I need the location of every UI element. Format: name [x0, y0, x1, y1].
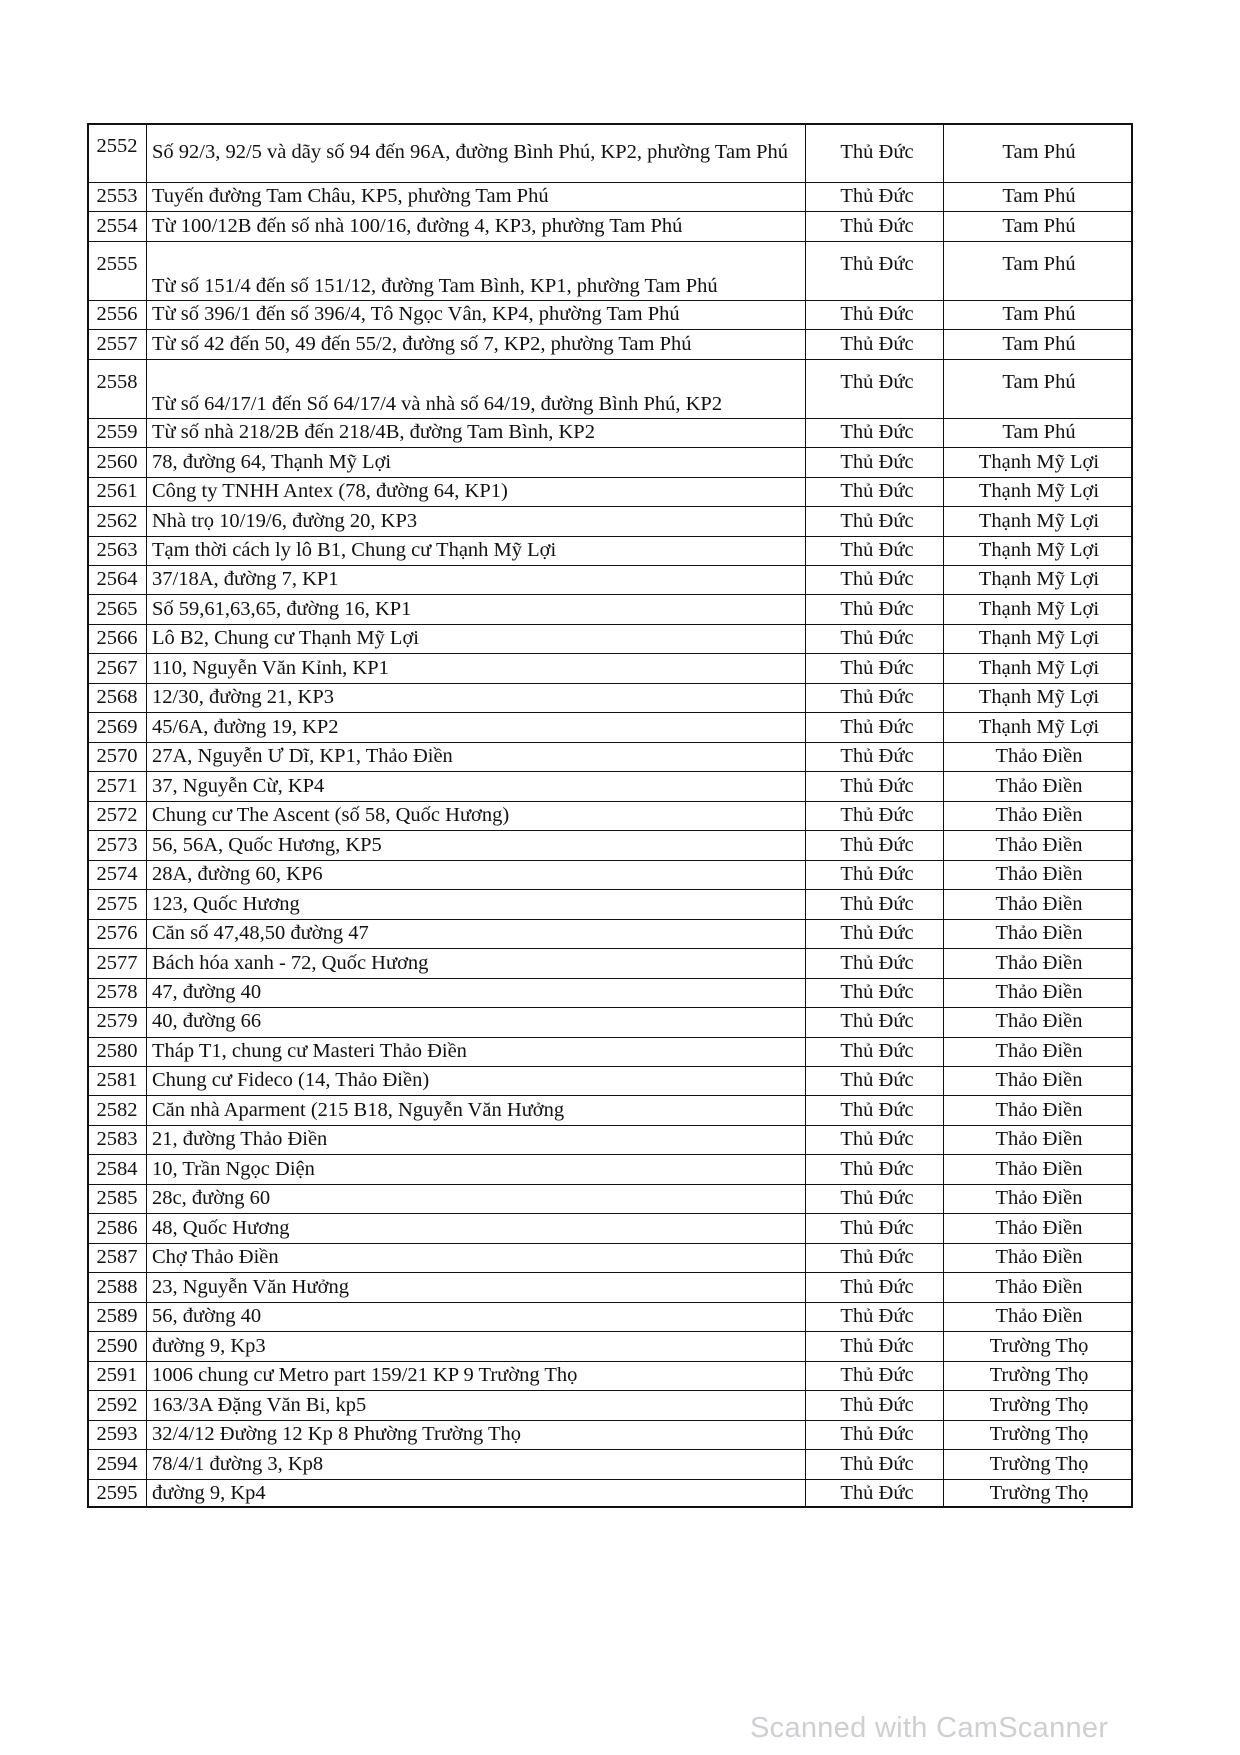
district-cell: Thủ Đức: [840, 303, 914, 326]
address-cell: Căn số 47,48,50 đường 47: [152, 922, 369, 945]
row-number: 2568: [96, 686, 138, 709]
row-number: 2574: [96, 863, 138, 886]
district-cell: Thủ Đức: [840, 539, 914, 561]
ward-cell: Thạnh Mỹ Lợi: [978, 715, 1100, 738]
row-number: 2589: [96, 1305, 138, 1328]
address-cell: Tháp T1, chung cư Masteri Thảo Điền: [152, 1039, 467, 1062]
district-cell: Thủ Đức: [840, 1364, 914, 1387]
row-number: 2554: [96, 214, 138, 237]
address-cell: Bách hóa xanh - 72, Quốc Hương: [152, 951, 429, 974]
address-cell: 10, Trần Ngọc Diện: [152, 1157, 315, 1180]
row-number: 2558: [96, 370, 138, 393]
address-cell: Từ số 151/4 đến số 151/12, đường Tam Bình, KP1, phường Tam Phú: [152, 275, 718, 298]
district-cell: Thủ Đức: [840, 1069, 914, 1092]
ward-cell: Trường Thọ: [989, 1393, 1089, 1416]
address-cell: 12/30, đường 21, KP3: [152, 686, 334, 709]
ward-cell: Thảo Điền: [995, 922, 1083, 945]
ward-cell: Thảo Điền: [995, 951, 1083, 974]
district-cell: Thủ Đức: [840, 774, 914, 797]
row-number: 2560: [96, 450, 138, 473]
row-number: 2582: [96, 1098, 138, 1121]
district-cell: Thủ Đức: [840, 1305, 914, 1328]
ward-cell: Trường Thọ: [989, 1334, 1089, 1357]
address-cell: Nhà trọ 10/19/6, đường 20, KP3: [152, 509, 418, 532]
ward-cell: Tam Phú: [1002, 252, 1076, 275]
row-number: 2584: [96, 1157, 138, 1180]
row-number: 2577: [96, 951, 138, 974]
district-cell: Thủ Đức: [840, 1246, 914, 1269]
district-cell: Thủ Đức: [840, 745, 914, 768]
district-cell: Thủ Đức: [840, 1187, 914, 1210]
district-cell: Thủ Đức: [840, 863, 914, 886]
district-cell: Thủ Đức: [840, 892, 914, 915]
district-cell: Thủ Đức: [840, 1098, 914, 1121]
address-cell: 32/4/12 Đường 12 Kp 8 Phường Trường Thọ: [152, 1423, 522, 1446]
row-number: 2565: [96, 597, 138, 620]
ward-cell: Thảo Điền: [995, 1305, 1083, 1328]
ward-cell: Trường Thọ: [989, 1364, 1089, 1387]
ward-cell: Thảo Điền: [995, 1069, 1083, 1092]
row-number: 2587: [96, 1246, 138, 1269]
address-cell: Số 92/3, 92/5 và dãy số 94 đến 96A, đường Bình Phú, KP2, phường Tam Phú: [152, 140, 789, 163]
row-number: 2594: [96, 1452, 138, 1475]
ward-cell: Tam Phú: [1002, 303, 1076, 326]
district-cell: Thủ Đức: [840, 1423, 914, 1446]
ward-cell: Thạnh Mỹ Lợi: [978, 597, 1100, 620]
address-cell: 110, Nguyễn Văn Kỉnh, KP1: [152, 656, 389, 679]
district-cell: Thủ Đức: [840, 509, 914, 532]
row-number: 2556: [96, 303, 138, 326]
address-cell: Căn nhà Aparment (215 B18, Nguyễn Văn Hưởng: [152, 1098, 565, 1121]
district-cell: Thủ Đức: [840, 1216, 914, 1239]
row-number: 2593: [96, 1423, 138, 1446]
row-number: 2580: [96, 1039, 138, 1062]
district-cell: Thủ Đức: [840, 252, 914, 275]
ward-cell: Thảo Điền: [995, 833, 1083, 856]
row-number: 2575: [96, 892, 138, 915]
row-number: 2561: [96, 480, 138, 503]
address-cell: Công ty TNHH Antex (78, đường 64, KP1): [152, 480, 508, 503]
ward-cell: Thảo Điền: [995, 1216, 1083, 1239]
district-cell: Thủ Đức: [840, 922, 914, 945]
row-number: 2579: [96, 1010, 138, 1033]
ward-cell: Tam Phú: [1002, 370, 1076, 393]
row-number: 2553: [96, 185, 138, 208]
address-cell: Từ 100/12B đến số nhà 100/16, đường 4, KP3, phường Tam Phú: [152, 214, 683, 237]
ward-cell: Tam Phú: [1002, 332, 1076, 355]
ward-cell: Thảo Điền: [995, 1098, 1083, 1121]
ward-cell: Trường Thọ: [989, 1481, 1089, 1504]
address-cell: 123, Quốc Hương: [152, 892, 300, 915]
row-number: 2569: [96, 715, 138, 738]
row-number: 2581: [96, 1069, 138, 1092]
district-cell: Thủ Đức: [840, 715, 914, 738]
address-cell: Tuyến đường Tam Châu, KP5, phường Tam Phú: [152, 185, 549, 208]
row-number: 2592: [96, 1393, 138, 1416]
district-cell: Thủ Đức: [840, 627, 914, 650]
district-cell: Thủ Đức: [840, 1481, 914, 1504]
ward-cell: Thạnh Mỹ Lợi: [978, 539, 1100, 561]
district-cell: Thủ Đức: [840, 1452, 914, 1475]
ward-cell: Thạnh Mỹ Lợi: [978, 627, 1100, 650]
district-cell: Thủ Đức: [840, 686, 914, 709]
ward-cell: Thảo Điền: [995, 1246, 1083, 1269]
column-rule: [805, 123, 806, 1508]
column-rule: [146, 123, 147, 1508]
row-number: 2578: [96, 981, 138, 1004]
ward-cell: Thảo Điền: [995, 1128, 1083, 1151]
ward-cell: Thạnh Mỹ Lợi: [978, 480, 1100, 503]
ward-cell: Tam Phú: [1002, 141, 1076, 164]
address-cell: 28A, đường 60, KP6: [152, 863, 323, 886]
district-cell: Thủ Đức: [840, 332, 914, 355]
address-cell: 48, Quốc Hương: [152, 1216, 290, 1239]
district-cell: Thủ Đức: [840, 1128, 914, 1151]
district-cell: Thủ Đức: [840, 370, 914, 393]
address-cell: 40, đường 66: [152, 1010, 262, 1033]
ward-cell: Thạnh Mỹ Lợi: [978, 568, 1100, 591]
district-cell: Thủ Đức: [840, 421, 914, 444]
row-number: 2586: [96, 1216, 138, 1239]
address-cell: 45/6A, đường 19, KP2: [152, 715, 339, 738]
ward-cell: Thạnh Mỹ Lợi: [978, 509, 1100, 532]
address-cell: 37, Nguyễn Cừ, KP4: [152, 774, 325, 797]
address-cell: 21, đường Thảo Điền: [152, 1128, 328, 1151]
row-number: 2590: [96, 1334, 138, 1357]
address-cell: 1006 chung cư Metro part 159/21 KP 9 Trường Thọ: [152, 1364, 578, 1387]
ward-cell: Thạnh Mỹ Lợi: [978, 656, 1100, 679]
district-cell: Thủ Đức: [840, 981, 914, 1004]
district-cell: Thủ Đức: [840, 656, 914, 679]
ward-cell: Thạnh Mỹ Lợi: [978, 450, 1100, 473]
district-cell: Thủ Đức: [840, 1010, 914, 1033]
ward-cell: Thảo Điền: [995, 804, 1083, 827]
row-number: 2557: [96, 332, 138, 355]
district-cell: Thủ Đức: [840, 185, 914, 208]
ward-cell: Tam Phú: [1002, 421, 1076, 444]
row-number: 2563: [96, 539, 138, 561]
address-cell: Từ số nhà 218/2B đến 218/4B, đường Tam Bình, KP2: [152, 421, 595, 444]
address-cell: 28c, đường 60: [152, 1187, 271, 1210]
district-cell: Thủ Đức: [840, 141, 914, 164]
ward-cell: Tam Phú: [1002, 185, 1076, 208]
row-number: 2588: [96, 1275, 138, 1298]
address-cell: 27A, Nguyễn Ư Dĩ, KP1, Thảo Điền: [152, 745, 453, 768]
district-cell: Thủ Đức: [840, 1039, 914, 1062]
address-cell: 23, Nguyễn Văn Hưởng: [152, 1275, 349, 1298]
row-number: 2566: [96, 627, 138, 650]
ward-cell: Tam Phú: [1002, 214, 1076, 237]
address-cell: đường 9, Kp3: [152, 1334, 266, 1357]
address-cell: đường 9, Kp4: [152, 1481, 266, 1504]
row-number: 2595: [96, 1481, 138, 1504]
address-cell: Từ số 396/1 đến số 396/4, Tô Ngọc Vân, KP4, phường Tam Phú: [152, 303, 680, 326]
ward-cell: Trường Thọ: [989, 1452, 1089, 1475]
address-cell: Chung cư Fideco (14, Thảo Điền): [152, 1069, 430, 1092]
ward-cell: Thảo Điền: [995, 1039, 1083, 1062]
district-cell: Thủ Đức: [840, 951, 914, 974]
row-number: 2573: [96, 833, 138, 856]
row-number: 2564: [96, 568, 138, 591]
row-number: 2570: [96, 745, 138, 768]
row-number: 2552: [96, 135, 138, 157]
ward-cell: Thảo Điền: [995, 1187, 1083, 1210]
district-cell: Thủ Đức: [840, 568, 914, 591]
address-cell: Lô B2, Chung cư Thạnh Mỹ Lợi: [152, 627, 419, 650]
row-number: 2583: [96, 1128, 138, 1151]
ward-cell: Thảo Điền: [995, 745, 1083, 768]
district-cell: Thủ Đức: [840, 804, 914, 827]
district-cell: Thủ Đức: [840, 833, 914, 856]
district-cell: Thủ Đức: [840, 1157, 914, 1180]
address-cell: 37/18A, đường 7, KP1: [152, 568, 339, 591]
ward-cell: Thảo Điền: [995, 1010, 1083, 1033]
address-cell: 163/3A Đặng Văn Bi, kp5: [152, 1393, 367, 1416]
address-cell: 78/4/1 đường 3, Kp8: [152, 1452, 324, 1475]
row-number: 2559: [96, 421, 138, 444]
address-cell: Từ số 64/17/1 đến Số 64/17/4 và nhà số 64/19, đường Bình Phú, KP2: [152, 393, 723, 416]
row-number: 2576: [96, 922, 138, 945]
row-number: 2585: [96, 1187, 138, 1210]
district-cell: Thủ Đức: [840, 1275, 914, 1298]
address-cell: Từ số 42 đến 50, 49 đến 55/2, đường số 7, KP2, phường Tam Phú: [152, 332, 692, 355]
camscanner-watermark: Scanned with CamScanner: [750, 1712, 1109, 1744]
ward-cell: Thảo Điền: [995, 981, 1083, 1004]
district-cell: Thủ Đức: [840, 450, 914, 473]
address-cell: Tạm thời cách ly lô B1, Chung cư Thạnh Mỹ Lợi: [152, 539, 557, 561]
row-number: 2555: [96, 252, 138, 275]
address-cell: 47, đường 40: [152, 981, 262, 1004]
row-number: 2591: [96, 1364, 138, 1387]
ward-cell: Thảo Điền: [995, 892, 1083, 915]
address-cell: 56, 56A, Quốc Hương, KP5: [152, 833, 382, 856]
row-number: 2571: [96, 774, 138, 797]
district-cell: Thủ Đức: [840, 480, 914, 503]
row-number: 2567: [96, 656, 138, 679]
address-cell: 56, đường 40: [152, 1305, 262, 1328]
district-cell: Thủ Đức: [840, 1334, 914, 1357]
ward-cell: Thạnh Mỹ Lợi: [978, 686, 1100, 709]
ward-cell: Trường Thọ: [989, 1423, 1089, 1446]
ward-cell: Thảo Điền: [995, 774, 1083, 797]
row-number: 2562: [96, 509, 138, 532]
address-cell: Chợ Thảo Điền: [152, 1246, 279, 1269]
address-cell: Số 59,61,63,65, đường 16, KP1: [152, 597, 412, 620]
ward-cell: Thảo Điền: [995, 863, 1083, 886]
address-cell: Chung cư The Ascent (số 58, Quốc Hương): [152, 804, 510, 827]
district-cell: Thủ Đức: [840, 597, 914, 620]
ward-cell: Thảo Điền: [995, 1157, 1083, 1180]
district-cell: Thủ Đức: [840, 214, 914, 237]
address-cell: 78, đường 64, Thạnh Mỹ Lợi: [152, 450, 392, 473]
ward-cell: Thảo Điền: [995, 1275, 1083, 1298]
district-cell: Thủ Đức: [840, 1393, 914, 1416]
row-number: 2572: [96, 804, 138, 827]
